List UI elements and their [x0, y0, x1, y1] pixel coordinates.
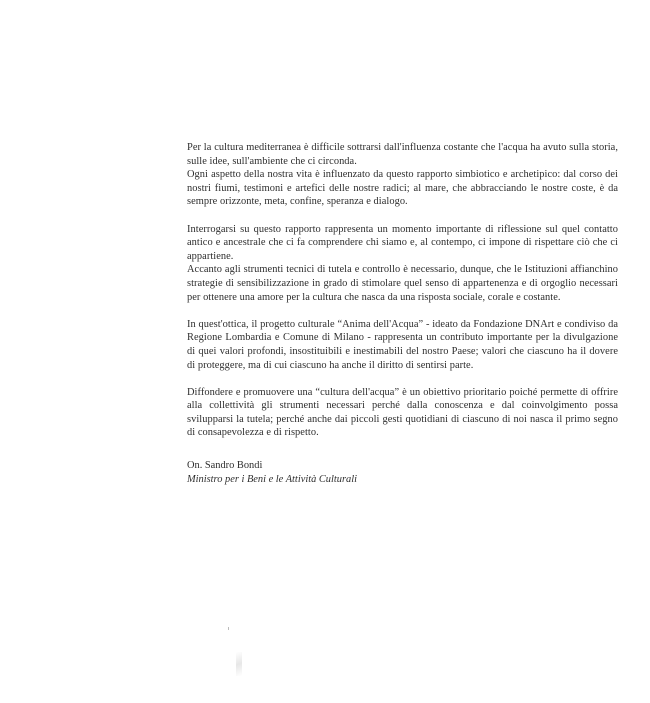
letter-body [187, 141, 618, 440]
signature-name: On. Sandro Bondi [187, 460, 263, 471]
paragraph-2: Ogni aspetto della nostra vita è influenzato da questo rapporto simbiotico e archetipico: dal corso dei nostri fiumi, testimoni e artefici delle nostre radici; al mare, che abbracciando le nostre coste, è da sempre orizzonte, meta, confine, speranza e dialogo. [187, 169, 618, 208]
paragraph-1: Per la cultura mediterranea è difficile sottrarsi dall'influenza costante che l'acqua ha avuto sulla storia, sulle idee, sull'ambiente che ci circonda. [187, 142, 618, 167]
paragraph-3: Interrogarsi su questo rapporto rappresenta un momento importante di riflessione sul quel contatto antico e ancestrale che ci fa comprendere chi siamo e, al contempo, ci impone di rispettare ciò che ci appartiene. [187, 223, 618, 262]
paragraph-6: Diffondere e promuovere una “cultura dell'acqua” è un obiettivo prioritario poiché permette di offrire alla collettività gli strumenti necessari perché dalla conoscenza e dal coinvolgimento possa svilupparsi la tutela; perché anche dai piccoli gesti quotidiani di ciascuno di noi nasca il primo segno di consapevolezza e di rispetto. [187, 386, 618, 439]
signature-title: Ministro per i Beni e le Attività Culturali [187, 473, 357, 485]
paragraph-5: In quest'ottica, il progetto culturale “Anima dell'Acqua” - ideato da Fondazione DNArt e condiviso da Regione Lombardia e Comune di Milano - rappresenta un contributo importante per la divulgazione di quei valori profondi, insostituibili e inestimabili del nostro Paese; valori che ciascuno ha il dovere di proteggere, ma di cui ciascuno ha anche il diritto di sentirsi parte. [187, 318, 618, 371]
paragraph-4: Accanto agli strumenti tecnici di tutela e controllo è necessario, dunque, che le Istituzioni affianchino strategie di sensibilizzazione in grado di stimolare quel senso di appartenenza e di orgoglio necessari per ottenere una amore per la cultura che nasca da una risposta sociale, corale e costante. [187, 264, 618, 303]
scan-smudge [236, 652, 242, 676]
scan-speck [228, 627, 229, 630]
signature-block [187, 459, 357, 486]
